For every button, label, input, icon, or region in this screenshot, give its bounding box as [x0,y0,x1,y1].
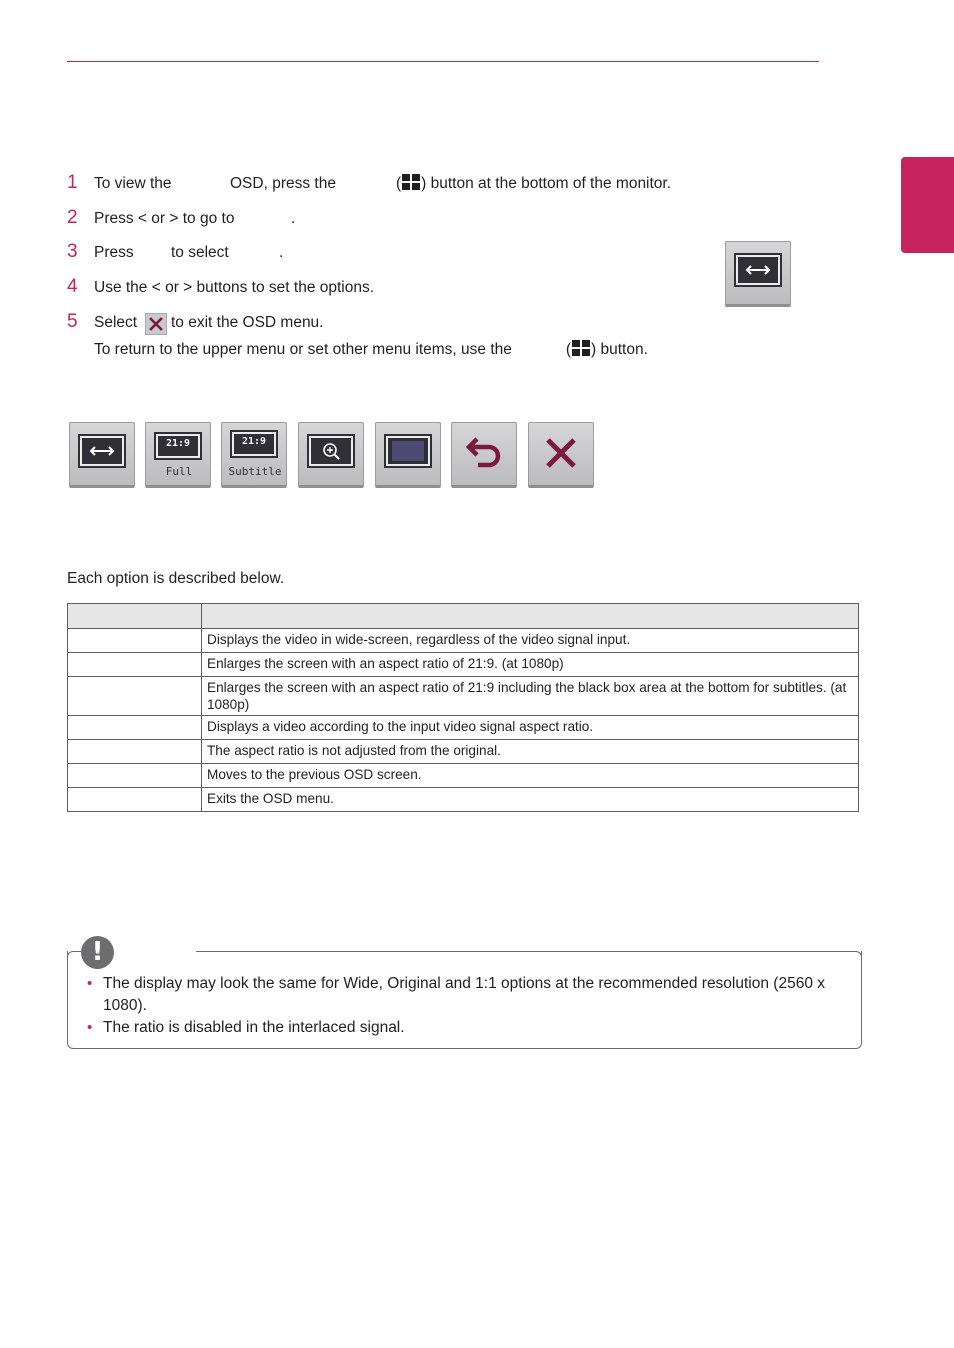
osd-button-zoom[interactable] [298,422,364,488]
osd-button-back[interactable] [451,422,517,488]
option-description: Displays the video in wide-screen, regardless of the video signal input. [202,629,859,653]
header-rule [67,61,819,62]
table-row [68,764,859,788]
option-name [68,629,202,653]
step-5 [67,311,467,335]
step-4 [67,276,467,300]
options-intro: Each option is described below. [67,570,285,587]
table-row [68,716,859,740]
option-description: Displays a video according to the input video signal aspect ratio. [202,716,859,740]
ratio-full-icon: 21:9 [156,434,200,458]
step-1 [67,172,767,196]
step-2 [67,207,367,231]
step-text: . [291,210,296,227]
table-row [68,740,859,764]
step-text: to exit the OSD menu. [171,314,324,331]
table-header-row [68,604,859,629]
return-instruction: To return to the upper menu or set other menu items, use the ( ) button. [94,341,648,358]
step-text: To view the [94,175,172,192]
option-name [68,677,202,716]
option-description: Enlarges the screen with an aspect ratio of 21:9. (at 1080p) [202,653,859,677]
option-name [68,788,202,812]
osd-button-exit[interactable] [528,422,594,488]
exclamation-icon: ! [81,936,114,969]
step-text: . [279,244,284,261]
column-header [202,604,859,629]
step-text: Press [94,244,134,261]
osd-button-subtitle[interactable] [221,422,287,488]
step-text: Press < or > to go to [94,210,235,227]
option-name [68,653,202,677]
wide-arrows-icon [80,436,124,466]
options-table [67,603,859,812]
note-item: The display may look the same for Wide, Original and 1:1 options at the recommended resolution (2560 x 1080). [103,975,825,1014]
menu-joystick-icon [571,340,591,357]
option-description: Enlarges the screen with an aspect ratio of 21:9 including the black box area at the bottom for subtitles. (at 1080p) [202,677,859,716]
step-number: 1 [67,172,78,193]
osd-button-label: Subtitle [228,465,282,478]
osd-button-full[interactable] [145,422,211,488]
language-tab [901,157,954,253]
option-description: The aspect ratio is not adjusted from the original. [202,740,859,764]
table-row [68,788,859,812]
step-3 [67,241,367,265]
close-icon [529,423,593,485]
step-text: OSD, press the [230,175,336,192]
step-text: ( ) button at the bottom of the monitor. [396,175,672,192]
bullet: • [87,1019,93,1036]
table-row [68,629,859,653]
osd-button-original[interactable] [375,422,441,488]
original-screen-icon [386,436,430,466]
back-arrow-icon [452,423,516,485]
step-text: Select [94,314,138,331]
step-number: 5 [67,311,78,332]
note-item: The ratio is disabled in the interlaced signal. [103,1019,405,1036]
option-name [68,716,202,740]
option-name [68,740,202,764]
osd-button-label: Full [165,465,193,478]
step-text: Use the < or > buttons to set the options. [94,279,375,296]
osd-button-wide[interactable] [69,422,135,488]
table-row [68,677,859,716]
step-number: 4 [67,276,78,297]
option-description: Exits the OSD menu. [202,788,859,812]
menu-joystick-icon [401,174,421,191]
option-name [68,764,202,788]
step-text: to select [171,244,229,261]
column-header [68,604,202,629]
ratio-subtitle-icon: 21:9 [232,432,276,456]
step-number: 3 [67,241,78,262]
table-row [68,653,859,677]
zoom-in-icon [309,436,353,466]
wide-arrows-icon [725,241,791,307]
option-description: Moves to the previous OSD screen. [202,764,859,788]
step-number: 2 [67,207,78,228]
close-icon [145,313,167,335]
bullet: • [87,975,93,992]
